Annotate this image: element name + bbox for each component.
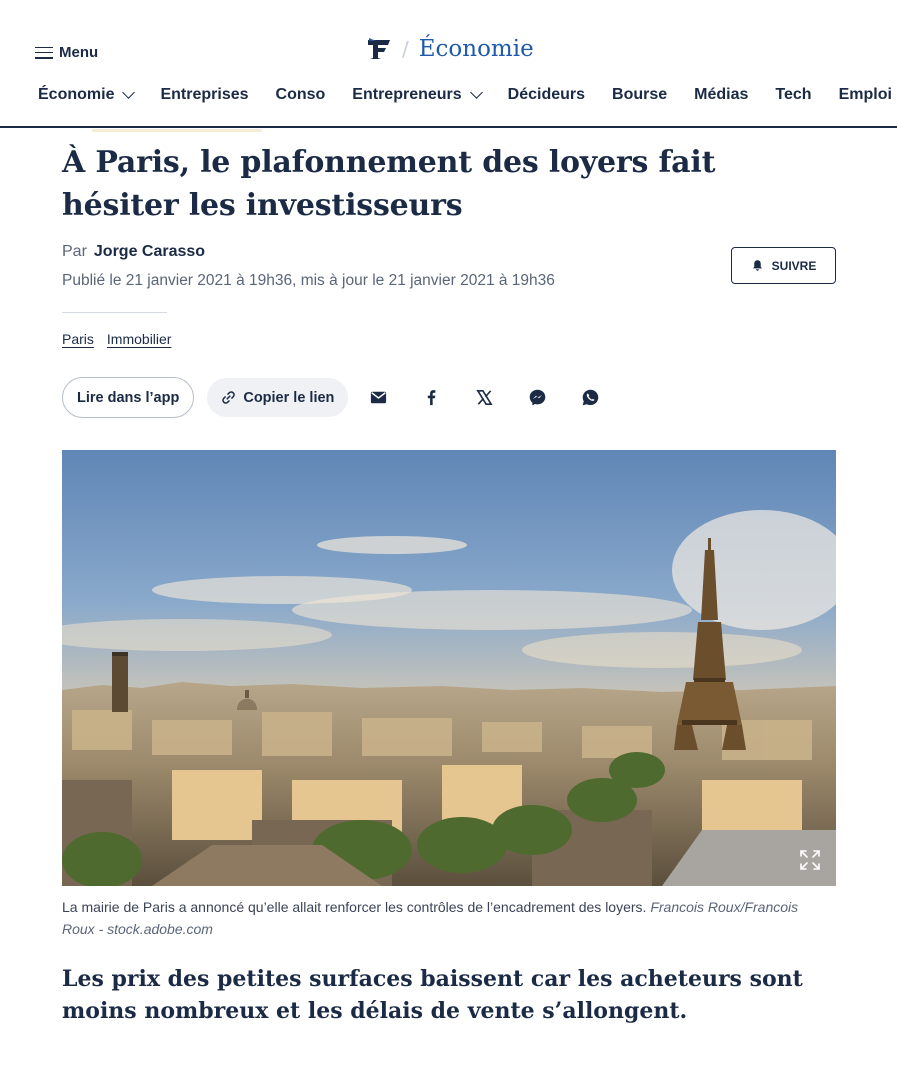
whatsapp-icon[interactable]	[580, 388, 600, 408]
nav-item-entrepreneurs[interactable]	[352, 86, 480, 104]
nav-item-decideurs[interactable]	[508, 86, 585, 104]
share-bar	[62, 377, 600, 418]
chevron-down-icon	[123, 86, 136, 99]
bell-icon	[751, 259, 764, 272]
le-figaro-logo	[366, 37, 392, 61]
nav-item-label: Conso	[275, 86, 326, 103]
expand-icon	[799, 849, 821, 871]
menu-button[interactable]	[35, 44, 98, 61]
brand[interactable]	[366, 36, 534, 62]
email-icon[interactable]	[368, 388, 388, 408]
byline-prefix: Par	[62, 243, 87, 260]
article-lead: Les prix des petites surfaces baissent car les acheteurs sont moins nombreux et les délais de vente s’allongent.	[62, 966, 803, 1024]
follow-button[interactable]	[731, 247, 836, 284]
nav-item-label: Tech	[775, 86, 812, 103]
divider	[62, 312, 167, 313]
link-icon	[221, 390, 236, 405]
paris-skyline-photo	[62, 450, 836, 886]
nav-item-label: Entrepreneurs	[352, 86, 462, 103]
nav-item-label: Bourse	[612, 86, 668, 103]
brand-separator: /	[402, 37, 409, 61]
expand-image-button[interactable]	[784, 834, 836, 886]
reading-progress-bar	[92, 129, 262, 132]
tag-immobilier[interactable]: Immobilier	[106, 331, 172, 347]
image-caption	[62, 896, 822, 940]
copy-link-label: Copier le lien	[243, 389, 335, 406]
article-image[interactable]	[62, 450, 836, 886]
nav-item-economie[interactable]	[38, 86, 133, 104]
author-name[interactable]: Jorge Carasso	[93, 243, 206, 260]
nav-item-medias[interactable]	[694, 86, 748, 104]
nav-item-tech[interactable]	[775, 86, 811, 104]
publish-dates: Publié le 21 janvier 2021 à 19h36, mis à jour le 21 janvier 2021 à 19h36	[62, 272, 555, 289]
main-nav	[38, 86, 897, 104]
nav-item-label: Emploi	[838, 86, 892, 103]
hamburger-icon	[35, 47, 53, 59]
nav-item-label: Économie	[38, 86, 115, 103]
messenger-icon[interactable]	[527, 388, 547, 408]
nav-item-entreprises[interactable]	[160, 86, 248, 104]
nav-item-label: Médias	[694, 86, 749, 103]
section-name[interactable]: Économie	[418, 36, 534, 62]
nav-item-label: Entreprises	[160, 86, 249, 103]
x-icon[interactable]	[474, 388, 494, 408]
chevron-down-icon	[470, 86, 483, 99]
site-header	[0, 0, 897, 128]
nav-item-emploi[interactable]	[839, 86, 892, 104]
read-in-app-button[interactable]: Lire dans l’app	[62, 377, 194, 418]
follow-label: SUIVRE	[771, 258, 817, 273]
nav-item-bourse[interactable]	[612, 86, 667, 104]
byline	[62, 243, 205, 261]
menu-label: Menu	[59, 44, 99, 61]
article-title: À Paris, le plafonnement des loyers fait hésiter les investisseurs	[62, 145, 716, 223]
article-tags	[62, 331, 171, 347]
nav-item-label: Décideurs	[507, 86, 586, 103]
image-credit: Francois Roux/Francois Roux - stock.adobe.com	[62, 899, 799, 937]
caption-text: La mairie de Paris a annoncé qu’elle allait renforcer les contrôles de l’encadrement des loyers.	[62, 899, 647, 915]
copy-link-button[interactable]	[207, 378, 348, 417]
facebook-icon[interactable]	[421, 388, 441, 408]
tag-paris[interactable]: Paris	[62, 331, 94, 347]
nav-item-conso[interactable]	[276, 86, 326, 104]
